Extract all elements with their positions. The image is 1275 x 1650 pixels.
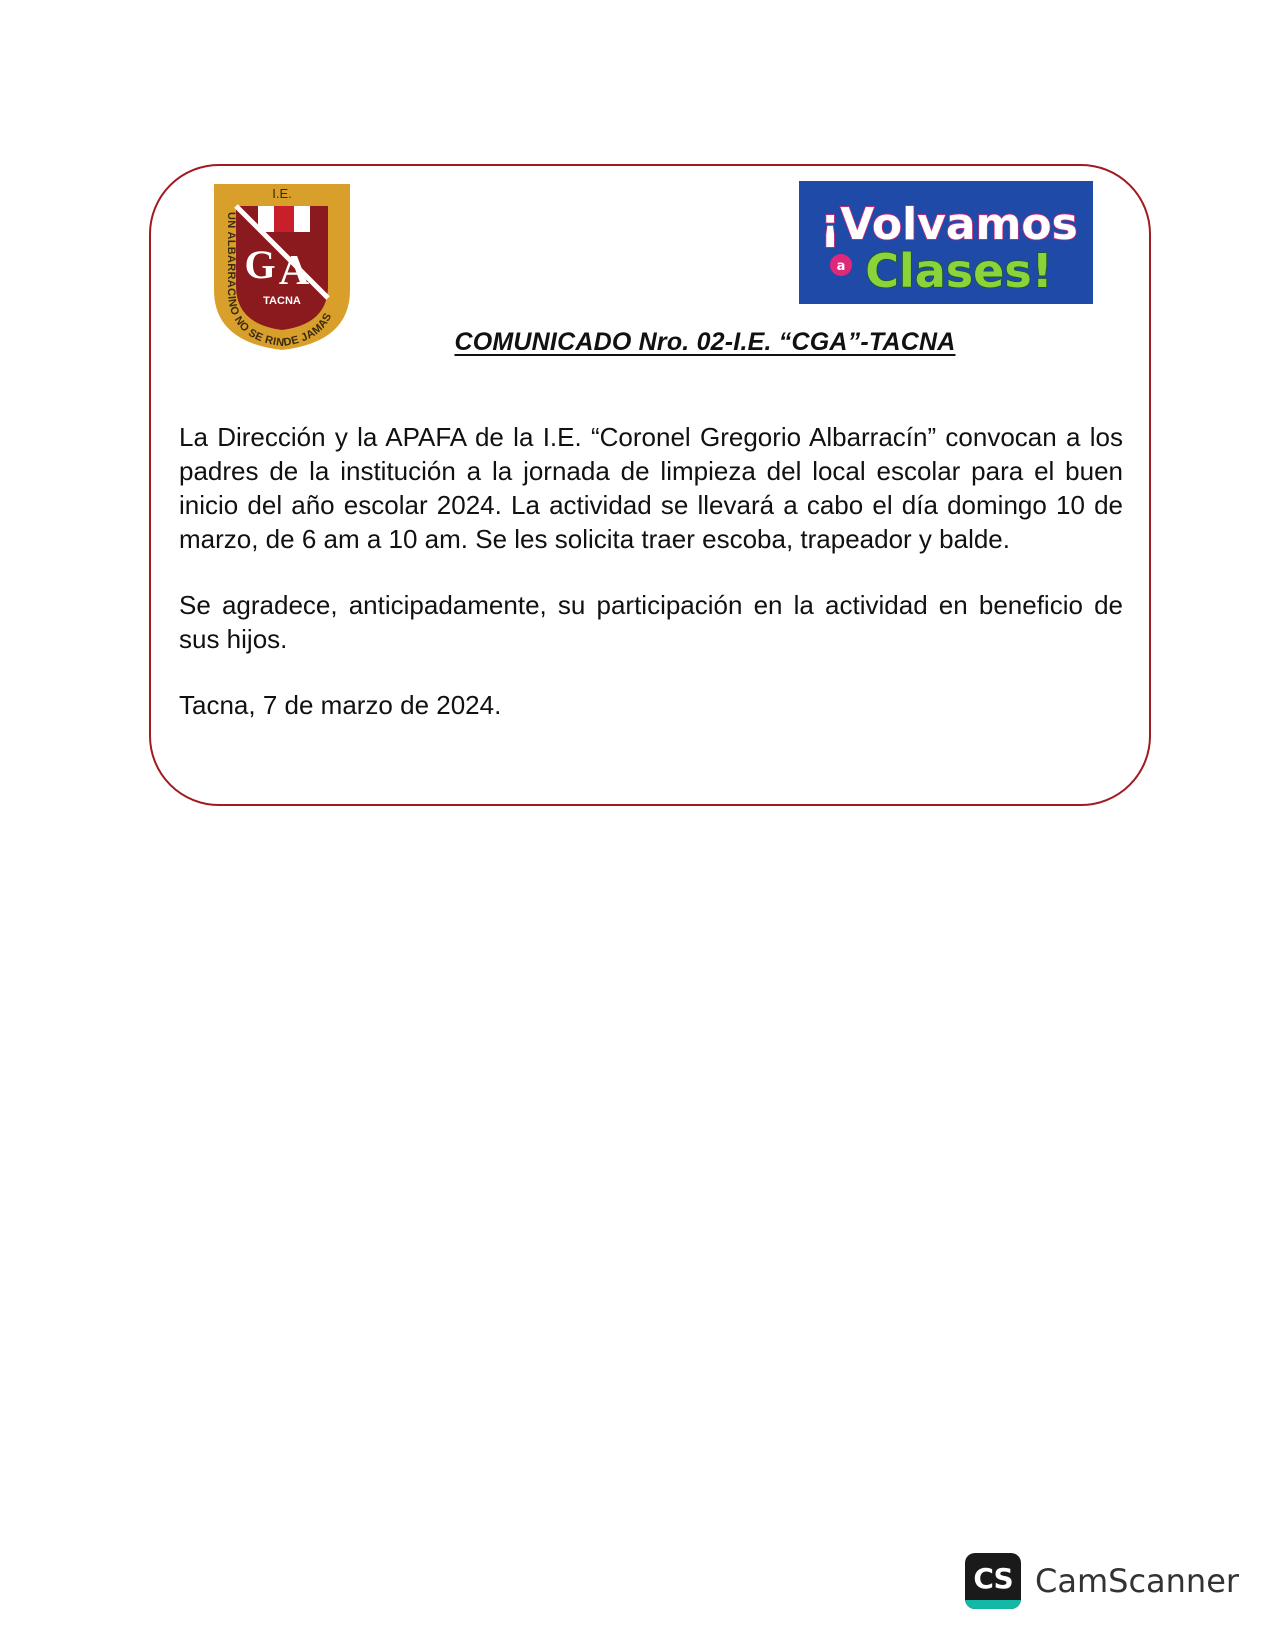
paragraph-thanks: Se agradece, anticipadamente, su participación en la actividad en beneficio de sus hijos. — [179, 590, 1123, 654]
document-title: COMUNICADO Nro. 02-I.E. “CGA”-TACNA — [454, 328, 956, 356]
banner-small: a — [836, 259, 846, 274]
banner-line2: Clases! — [865, 244, 1053, 298]
crest-initial-a: A — [278, 248, 310, 294]
camscanner-logo-text: CS — [973, 1561, 1013, 1595]
camscanner-name: CamScanner — [1035, 1562, 1240, 1600]
crest-top-text: I.E. — [272, 186, 292, 201]
banner-line1: ¡Volvamos — [820, 199, 1078, 250]
paragraph-announcement: La Dirección y la APAFA de la I.E. “Coronel Gregorio Albarracín” convocan a los padres de la institución a la jornada de limpieza del local escolar para el buen inicio del año escolar 2024. La actividad se llevará a cabo el día domingo 10 de marzo, de 6 am a 10 am. Se les solicita traer escoba, trapeador y balde. — [179, 422, 1123, 554]
camscanner-watermark — [965, 1551, 1245, 1611]
volvamos-a-clases-banner — [799, 181, 1093, 304]
crest-motto: UN ALBARRACINO NO SE RINDE JAMAS — [224, 212, 335, 350]
camscanner-logo-icon — [965, 1553, 1021, 1609]
paragraph-date: Tacna, 7 de marzo de 2024. — [179, 690, 502, 720]
crest-city: TACNA — [263, 295, 301, 307]
crest-initial-g: G — [244, 242, 276, 287]
school-crest-logo — [210, 180, 354, 352]
notice-body — [179, 420, 1123, 754]
